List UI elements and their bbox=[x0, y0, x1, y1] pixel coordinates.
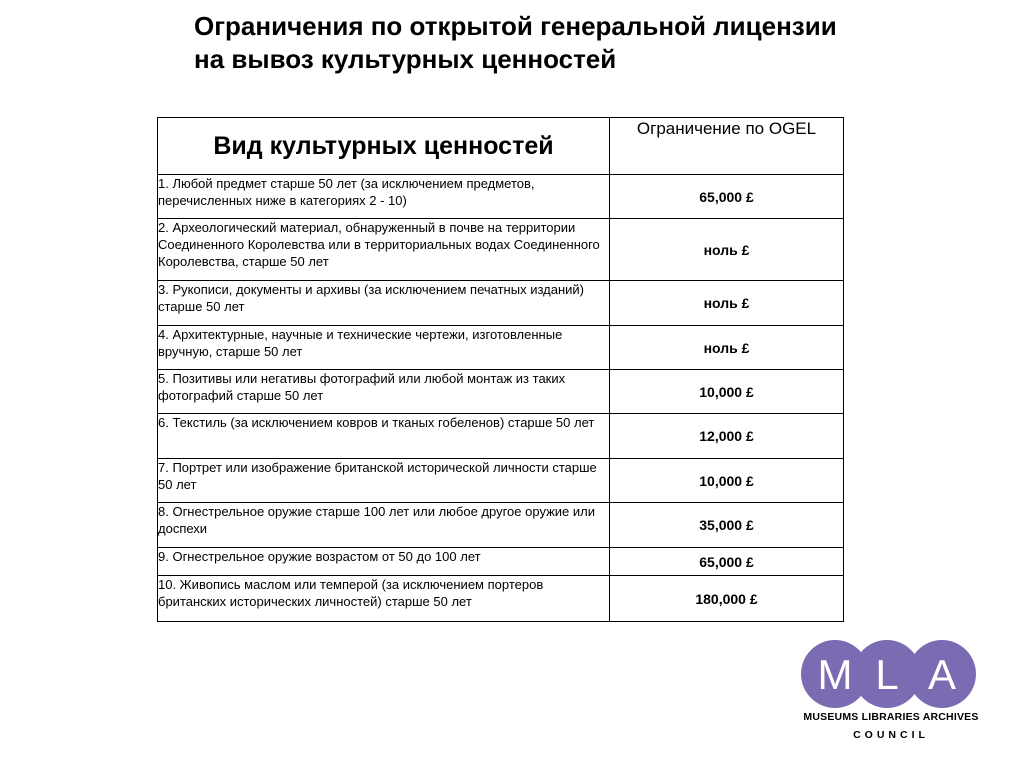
row-limit-value: ноль £ bbox=[610, 326, 844, 370]
table-row bbox=[158, 326, 844, 370]
ogel-limits-table bbox=[157, 117, 844, 622]
row-limit-value: 12,000 £ bbox=[610, 414, 844, 459]
row-limit-value: 10,000 £ bbox=[610, 459, 844, 503]
header-ogel-limit: Ограничение по OGEL bbox=[610, 118, 844, 175]
page-title-line-2: на вывоз культурных ценностей bbox=[194, 44, 617, 74]
row-description: 5. Позитивы или негативы фотографий или любой монтаж из таких фотографий старше 50 лет bbox=[158, 370, 610, 414]
page-title bbox=[194, 10, 974, 76]
row-description: 8. Огнестрельное оружие старше 100 лет или любое другое оружие или доспехи bbox=[158, 503, 610, 548]
row-description: 10. Живопись маслом или темперой (за исключением портеров британских исторических личностей) старше 50 лет bbox=[158, 576, 610, 622]
table-row bbox=[158, 576, 844, 622]
table-row bbox=[158, 370, 844, 414]
row-description: 4. Архитектурные, научные и технические чертежи, изготовленные вручную, старше 50 лет bbox=[158, 326, 610, 370]
table-row bbox=[158, 281, 844, 326]
table-row bbox=[158, 219, 844, 281]
row-limit-value: 65,000 £ bbox=[610, 175, 844, 219]
row-limit-value: 180,000 £ bbox=[610, 576, 844, 622]
mla-logo-line-1: MUSEUMS LIBRARIES ARCHIVES bbox=[803, 711, 979, 723]
table-row bbox=[158, 548, 844, 576]
row-description: 6. Текстиль (за исключением ковров и тканых гобеленов) старше 50 лет bbox=[158, 414, 610, 459]
page-title-line-1: Ограничения по открытой генеральной лицензии bbox=[194, 11, 837, 41]
header-cultural-goods-type: Вид культурных ценностей bbox=[158, 118, 610, 175]
row-description: 9. Огнестрельное оружие возрастом от 50 до 100 лет bbox=[158, 548, 610, 576]
mla-letter-a: A bbox=[927, 651, 957, 698]
row-limit-value: 35,000 £ bbox=[610, 503, 844, 548]
row-limit-value: 10,000 £ bbox=[610, 370, 844, 414]
table-row bbox=[158, 175, 844, 219]
row-limit-value: ноль £ bbox=[610, 281, 844, 326]
row-description: 2. Археологический материал, обнаруженный в почве на территории Соединенного Королевства или в территориальных водах Соединенного Королевства, старше 50 лет bbox=[158, 219, 610, 281]
row-description: 7. Портрет или изображение британской исторической личности старше 50 лет bbox=[158, 459, 610, 503]
table-header-row bbox=[158, 118, 844, 175]
row-description: 3. Рукописи, документы и архивы (за исключением печатных изданий) старше 50 лет bbox=[158, 281, 610, 326]
table-row bbox=[158, 414, 844, 459]
row-limit-value: 65,000 £ bbox=[610, 548, 844, 576]
mla-logo-circles bbox=[796, 639, 986, 709]
mla-logo bbox=[796, 639, 986, 749]
mla-letter-m: M bbox=[817, 651, 853, 698]
row-limit-value: ноль £ bbox=[610, 219, 844, 281]
table-row bbox=[158, 459, 844, 503]
table-row bbox=[158, 503, 844, 548]
mla-logo-line-2: COUNCIL bbox=[853, 729, 929, 741]
mla-letter-l: L bbox=[875, 651, 899, 698]
row-description: 1. Любой предмет старше 50 лет (за исключением предметов, перечисленных ниже в категориях 2 - 10) bbox=[158, 175, 610, 219]
